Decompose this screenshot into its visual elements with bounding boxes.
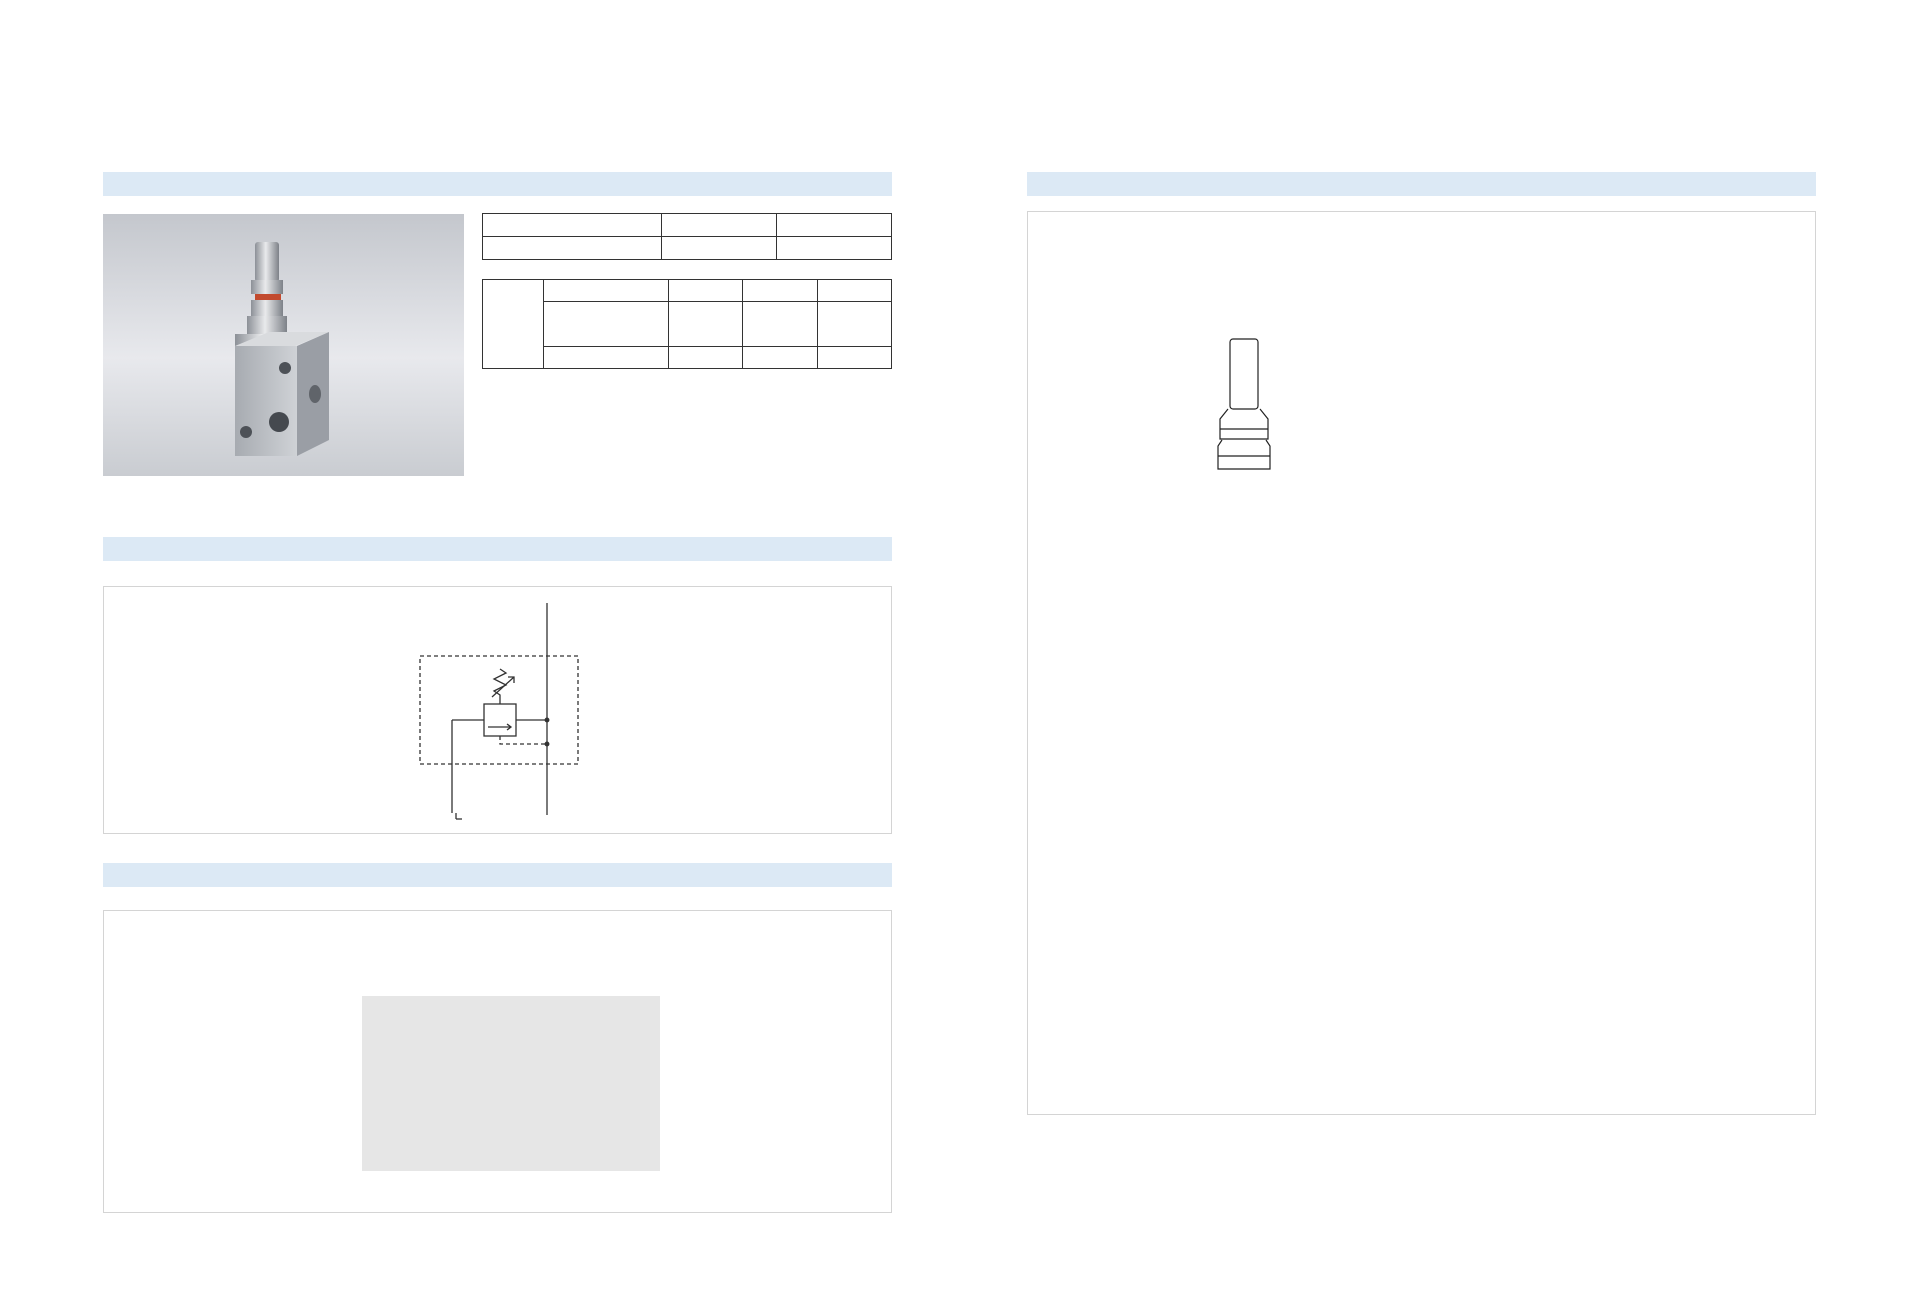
spec-header-threeeighth [777, 214, 892, 237]
plot-area [362, 996, 660, 1171]
pressure-drop-chart [104, 911, 893, 1214]
code-symbol-band [103, 537, 892, 561]
standard-setting-value [817, 346, 891, 368]
pressure-increase-cell [544, 302, 669, 347]
pressure-increase-value [669, 302, 743, 347]
chart-frame [103, 910, 892, 1213]
spec-header-quarter [662, 214, 777, 237]
code-symbol-frame [103, 586, 892, 834]
hydraulic-symbol [104, 587, 893, 835]
product-photo [103, 214, 464, 476]
standard-setting-value [669, 346, 743, 368]
tech-spec-band [103, 172, 892, 196]
springs-table [482, 279, 892, 369]
setting-range-value [817, 280, 891, 302]
maxflow-cell [483, 237, 662, 260]
dimension-drawing [1028, 212, 1817, 1116]
spec-header-label [483, 214, 662, 237]
pressure-drops-band [103, 863, 892, 887]
pressure-increase-value [743, 302, 817, 347]
pressure-increase-value [817, 302, 891, 347]
maxflow-value [777, 237, 892, 260]
drawing-frame [1027, 211, 1816, 1115]
setting-range-value [669, 280, 743, 302]
standard-setting-label [544, 346, 669, 368]
external-dimensions-band [1027, 172, 1816, 196]
spec-table [482, 213, 892, 260]
setting-range-value [743, 280, 817, 302]
setting-range-cell [544, 280, 669, 302]
valve-photo-illustration [103, 214, 464, 476]
maxflow-value [662, 237, 777, 260]
springs-label [483, 280, 544, 369]
standard-setting-value [743, 346, 817, 368]
